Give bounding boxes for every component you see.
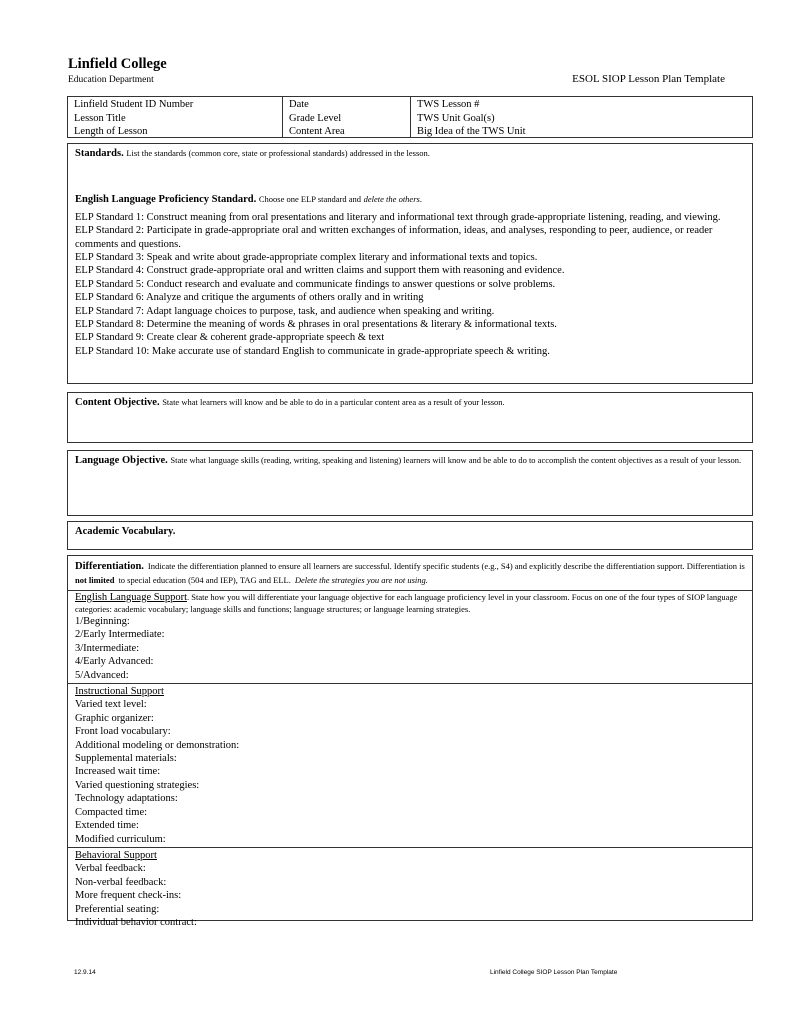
academic-vocabulary-section[interactable]: [67, 521, 753, 550]
support-item[interactable]: Compacted time:: [75, 806, 148, 818]
info-cell[interactable]: TWS Lesson #: [417, 99, 480, 110]
info-cell[interactable]: Grade Level: [289, 112, 342, 124]
info-column-1: [68, 97, 283, 137]
differentiation-label: Differentiation.: [75, 561, 144, 572]
info-cell[interactable]: TWS Unit Goal(s): [417, 112, 495, 124]
support-item[interactable]: Individual behavior contract:: [75, 916, 197, 928]
language-objective-instructions: State what language skills (reading, writing, speaking and listening) learners will know and be able to do to accomplish the content objectives as a result of your lesson.: [170, 455, 742, 465]
support-item[interactable]: Varied text level:: [75, 699, 147, 711]
support-item[interactable]: Preferential seating:: [75, 903, 160, 915]
standards-section[interactable]: [67, 143, 753, 384]
support-item[interactable]: Extended time:: [75, 820, 139, 832]
elp-standard-item: ELP Standard 2: Participate in grade-appropriate oral and written exchanges of information, ideas, and analyses, responding to peer, audience, or reader comments and questions.: [75, 225, 713, 250]
proficiency-level-item[interactable]: 4/Early Advanced:: [75, 656, 154, 668]
elp-standard-item: ELP Standard 9: Create clear & coherent grade-appropriate speech & text: [75, 332, 385, 344]
content-objective-section[interactable]: [67, 392, 753, 443]
support-item[interactable]: Additional modeling or demonstration:: [75, 739, 240, 751]
language-objective-section[interactable]: [67, 450, 753, 516]
elp-standard-item: ELP Standard 10: Make accurate use of standard English to communicate in grade-appropriate speech & writing.: [75, 345, 550, 357]
info-cell[interactable]: Lesson Title: [74, 112, 126, 124]
info-column-2: [283, 97, 411, 137]
support-item[interactable]: Increased wait time:: [75, 766, 161, 778]
footer-date: 12.9.14: [74, 969, 96, 976]
differentiation-section: [67, 555, 753, 928]
standards-instructions: List the standards (common core, state or professional standards) addressed in the lesson.: [126, 148, 430, 158]
support-item[interactable]: Graphic organizer:: [75, 712, 154, 724]
elp-standard-item: ELP Standard 7: Adapt language choices to purpose, task, and audience when speaking and writing.: [75, 305, 495, 317]
support-item[interactable]: Modified curriculum:: [75, 833, 166, 845]
proficiency-level-item[interactable]: 1/Beginning:: [75, 616, 130, 627]
support-item[interactable]: Supplemental materials:: [75, 753, 177, 765]
proficiency-level-item[interactable]: 3/Intermediate:: [75, 642, 140, 654]
behavioral-support-block[interactable]: [68, 848, 752, 930]
department-name: Education Department: [68, 75, 154, 85]
instructional-support-title: Instructional Support: [75, 686, 164, 698]
english-language-support-title: English Language Support: [75, 592, 187, 603]
info-column-3: [411, 97, 752, 137]
info-cell[interactable]: Date: [289, 99, 309, 110]
support-item[interactable]: Non-verbal feedback:: [75, 876, 167, 888]
support-item[interactable]: More frequent check-ins:: [75, 890, 182, 902]
english-language-support-instructions: . State how you will differentiate your language objective for each language proficiency level in your classroom. Focus on one of the four types of SIOP language categories: academic vocabulary; language skills and functions; language structures; or language learning strategies.: [75, 592, 738, 614]
support-item[interactable]: Verbal feedback:: [75, 863, 146, 875]
elp-label: English Language Proficiency Standard.: [75, 194, 257, 206]
elp-standard-item: ELP Standard 1: Construct meaning from oral presentations and literary and informational text through grade-appropriate listening, reading, and viewing.: [75, 211, 721, 223]
footer-title: Linfield College SIOP Lesson Plan Template: [490, 969, 618, 976]
info-cell[interactable]: Length of Lesson: [74, 126, 148, 137]
elp-standards-list: [75, 211, 745, 358]
college-name: Linfield College: [68, 56, 167, 72]
elp-standard-item: ELP Standard 3: Speak and write about grade-appropriate complex literary and informational texts and topics.: [75, 252, 538, 264]
standards-label: Standards.: [75, 148, 124, 159]
elp-standard-item: ELP Standard 4: Construct grade-appropriate oral and written claims and support them with reasoning and evidence.: [75, 265, 565, 277]
content-objective-instructions: State what learners will know and be able to do in a particular content area as a result of your lesson.: [162, 397, 505, 407]
info-cell[interactable]: Big Idea of the TWS Unit: [417, 126, 526, 137]
elp-standard-item: ELP Standard 8: Determine the meaning of words & phrases in oral presentations & literary & informational texts.: [75, 319, 557, 331]
proficiency-level-item[interactable]: 2/Early Intermediate:: [75, 629, 165, 641]
content-objective-label: Content Objective.: [75, 397, 160, 408]
standards-heading: [75, 147, 745, 160]
instructional-support-block[interactable]: [68, 684, 752, 848]
academic-vocabulary-label: Academic Vocabulary.: [75, 526, 176, 537]
elp-standard-item: ELP Standard 5: Conduct research and evaluate and communicate findings to answer questions or solve problems.: [75, 278, 556, 290]
support-item[interactable]: Varied questioning strategies:: [75, 779, 200, 791]
support-item[interactable]: Front load vocabulary:: [75, 726, 171, 738]
support-item[interactable]: Technology adaptations:: [75, 793, 178, 805]
language-objective-label: Language Objective.: [75, 455, 168, 466]
proficiency-level-item[interactable]: 5/Advanced:: [75, 669, 129, 681]
lesson-info-table: [67, 96, 753, 138]
behavioral-support-title: Behavioral Support: [75, 849, 157, 861]
elp-instructions-italic: delete the others: [363, 194, 420, 205]
elp-instructions: Choose one ELP standard and: [258, 194, 362, 205]
elp-heading: English Language Proficiency Standard. Choose one ELP standard and delete the others.: [75, 194, 422, 206]
differentiation-heading: Differentiation. Indicate the differentiation planned to ensure all learners are successful. Identify specific students (e.g., S4) and explicitly describe the differentiation support. Differentiation is not limited to special education (504 and IEP), TAG and ELL. Delete the strategies you are not using.: [68, 556, 752, 591]
english-language-support-block[interactable]: [68, 591, 752, 684]
elp-standard-item: ELP Standard 6: Analyze and critique the arguments of others orally and in writing: [75, 292, 424, 304]
info-cell[interactable]: Content Area: [289, 126, 345, 137]
info-cell[interactable]: Linfield Student ID Number: [74, 99, 194, 110]
template-title: ESOL SIOP Lesson Plan Template: [572, 73, 725, 85]
